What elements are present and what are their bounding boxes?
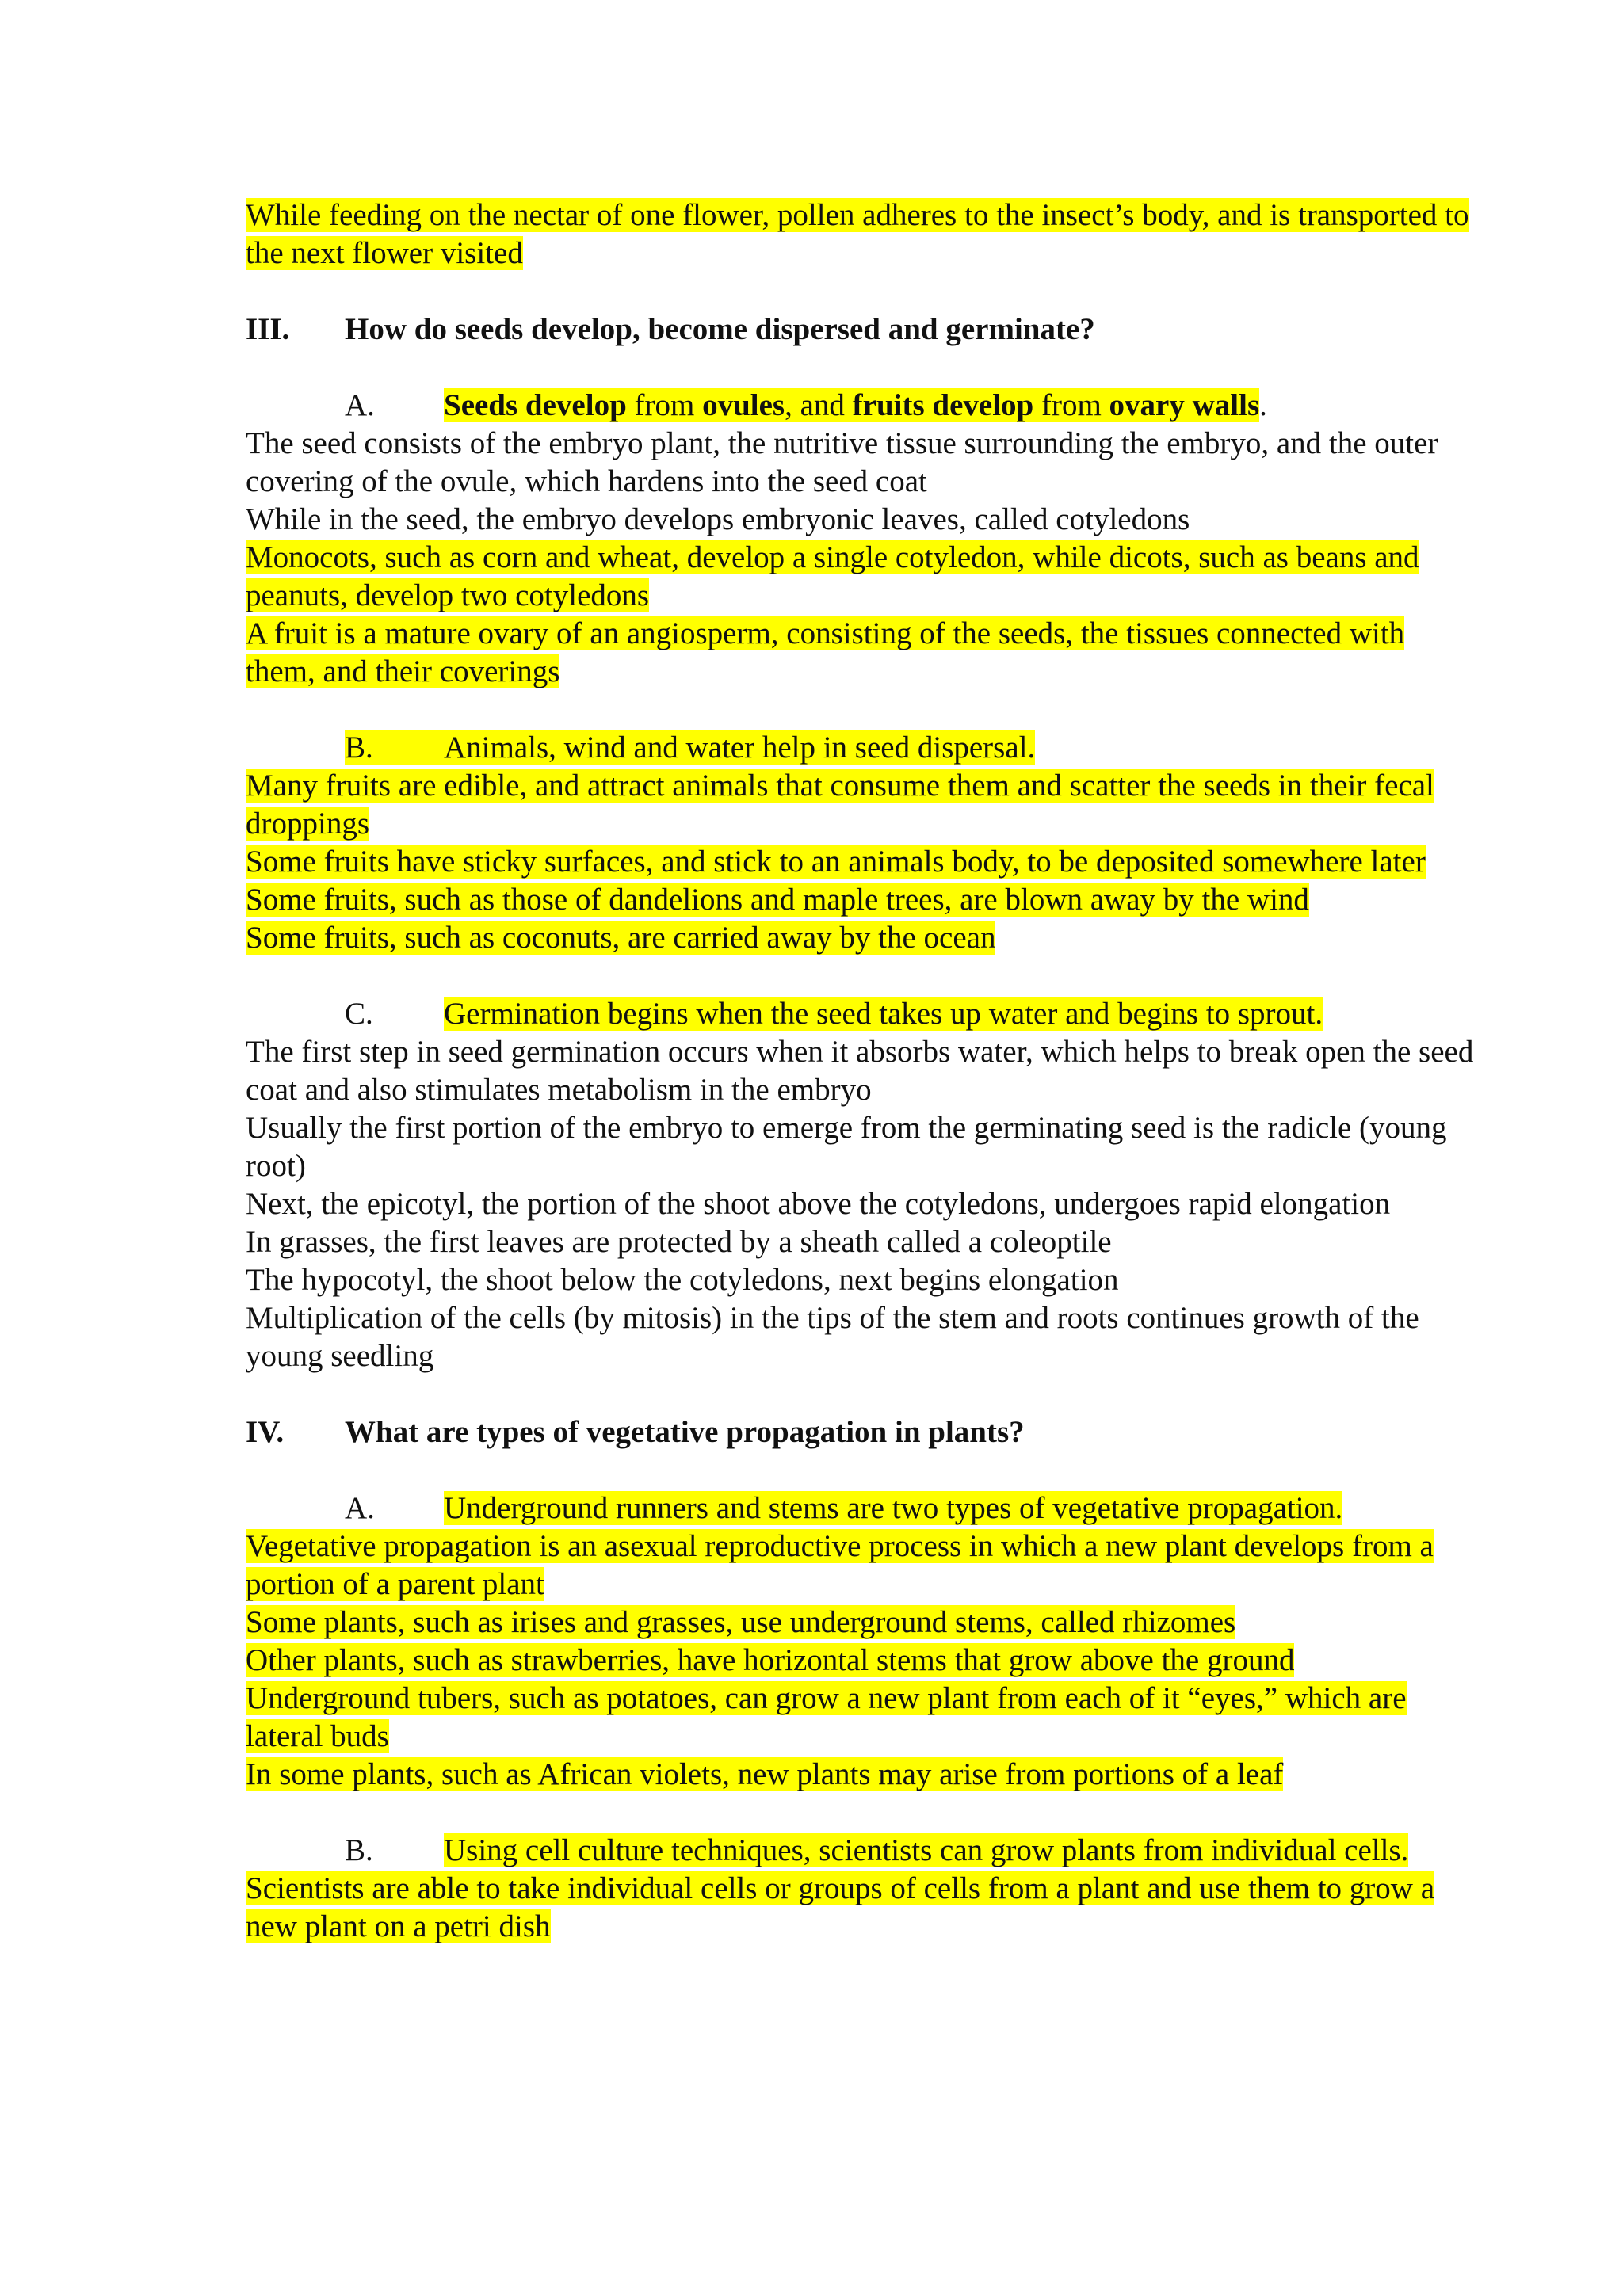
subsection-title: Germination begins when the seed takes up water and begins to sprout. [444,997,1323,1031]
highlighted-text: them, and their coverings [246,654,560,688]
section-number: III. [246,312,290,346]
body-line [246,1527,1545,1566]
body-line [246,1033,1545,1071]
body-line [246,843,1545,881]
plain-text: , and [785,388,853,422]
highlighted-text: While feeding on the nectar of one flower, pollen adheres to the insect’s body, and is transported to [246,198,1469,232]
bold-term: Seeds develop [444,388,627,422]
subsection-letter: C. [345,997,373,1031]
highlighted-text: Some fruits have sticky surfaces, and stick to an animals body, to be deposited somewhere later [246,845,1426,879]
bold-term: fruits develop [852,388,1034,422]
blank-line [246,691,1545,729]
body-line [246,1109,1545,1147]
subsection-heading [246,1832,1545,1870]
body-line [246,539,1545,577]
blank-line [246,1794,1545,1832]
body-line [246,1147,1545,1185]
body-line [246,615,1545,653]
subsection-heading [246,387,1545,425]
body-line [246,463,1545,501]
highlighted-heading [345,730,1035,765]
highlighted-text: droppings [246,807,369,841]
blank-line [246,1375,1545,1413]
highlighted-text: the next flower visited [246,236,523,270]
subsection-title: Underground runners and stems are two types of vegetative propagation. [444,1491,1343,1525]
body-line [246,1185,1545,1223]
body-line [246,1337,1545,1375]
blank-line [246,1451,1545,1489]
subsection-title: Animals, wind and water help in seed dispersal. [444,730,1036,765]
body-line [246,1718,1545,1756]
body-line [246,577,1545,615]
heading-period: . [1259,388,1267,422]
intro-line [246,196,1545,235]
body-line [246,1566,1545,1604]
highlighted-heading [444,388,1259,422]
subsection-heading [246,1489,1545,1527]
section-heading [246,1413,1545,1451]
plain-text: from [626,388,703,422]
body-text: Next, the epicotyl, the portion of the shoot above the cotyledons, undergoes rapid elongation [246,1187,1391,1221]
body-line [246,1071,1545,1109]
body-line [246,1299,1545,1337]
subsection-title: Using cell culture techniques, scientists can grow plants from individual cells. [444,1833,1409,1867]
highlighted-text: Monocots, such as corn and wheat, develop a single cotyledon, while dicots, such as beans and [246,540,1419,574]
highlighted-text: portion of a parent plant [246,1567,544,1601]
highlighted-text: Many fruits are edible, and attract animals that consume them and scatter the seeds in their fecal [246,769,1434,803]
body-line [246,1604,1545,1642]
highlighted-text: Other plants, such as strawberries, have horizontal stems that grow above the ground [246,1643,1295,1677]
highlighted-text: lateral buds [246,1719,389,1753]
bold-term: ovary walls [1109,388,1260,422]
blank-line [246,273,1545,311]
body-text: Usually the first portion of the embryo to emerge from the germinating seed is the radicle (young [246,1111,1447,1145]
body-text: The first step in seed germination occurs when it absorbs water, which helps to break open the seed [246,1035,1474,1069]
body-line [246,1680,1545,1718]
highlighted-text: Some plants, such as irises and grasses, use underground stems, called rhizomes [246,1605,1236,1639]
highlighted-text: A fruit is a mature ovary of an angiosperm, consisting of the seeds, the tissues connected with [246,616,1405,650]
subsection-heading [246,729,1545,767]
highlighted-text: peanuts, develop two cotyledons [246,578,650,612]
body-line [246,1908,1545,1946]
highlighted-text: Some fruits, such as coconuts, are carried away by the ocean [246,921,996,955]
body-text: covering of the ovule, which hardens into the seed coat [246,464,927,498]
body-text: In grasses, the first leaves are protected by a sheath called a coleoptile [246,1225,1112,1259]
subsection-letter: A. [345,1491,375,1525]
body-text: coat and also stimulates metabolism in the embryo [246,1073,872,1107]
intro-line [246,235,1545,273]
subsection-letter: B. [345,1833,373,1867]
subsection-letter: B. [345,730,373,765]
section-title: What are types of vegetative propagation in plants? [345,1415,1025,1449]
body-line [246,805,1545,843]
plain-text: from [1033,388,1109,422]
subsection-heading [246,995,1545,1033]
body-line [246,767,1545,805]
section-title: How do seeds develop, become dispersed and germinate? [345,312,1095,346]
body-line [246,881,1545,919]
highlighted-text: Vegetative propagation is an asexual reproductive process in which a new plant develops from a [246,1529,1434,1563]
body-line [246,1642,1545,1680]
highlighted-text: In some plants, such as African violets, new plants may arise from portions of a leaf [246,1757,1284,1791]
bold-term: ovules [702,388,785,422]
highlighted-text: Underground tubers, such as potatoes, can grow a new plant from each of it “eyes,” which are [246,1681,1407,1715]
body-line [246,425,1545,463]
body-text: While in the seed, the embryo develops embryonic leaves, called cotyledons [246,502,1190,536]
body-line [246,1870,1545,1908]
body-text: young seedling [246,1339,434,1373]
body-text: root) [246,1149,306,1183]
body-line [246,1223,1545,1261]
highlighted-text: Some fruits, such as those of dandelions and maple trees, are blown away by the wind [246,883,1309,917]
highlighted-text: Scientists are able to take individual cells or groups of cells from a plant and use them to grow a [246,1871,1435,1905]
body-line [246,1261,1545,1299]
section-number: IV. [246,1415,285,1449]
highlighted-text: new plant on a petri dish [246,1909,551,1943]
body-text: The hypocotyl, the shoot below the cotyledons, next begins elongation [246,1263,1119,1297]
body-line [246,1756,1545,1794]
document-body [246,196,1545,1946]
body-line [246,653,1545,691]
subsection-letter: A. [345,388,375,422]
blank-line [246,349,1545,387]
body-text: The seed consists of the embryo plant, the nutritive tissue surrounding the embryo, and the outer [246,426,1438,460]
blank-line [246,957,1545,995]
body-line [246,919,1545,957]
section-heading [246,311,1545,349]
body-line [246,501,1545,539]
body-text: Multiplication of the cells (by mitosis) in the tips of the stem and roots continues growth of the [246,1301,1419,1335]
